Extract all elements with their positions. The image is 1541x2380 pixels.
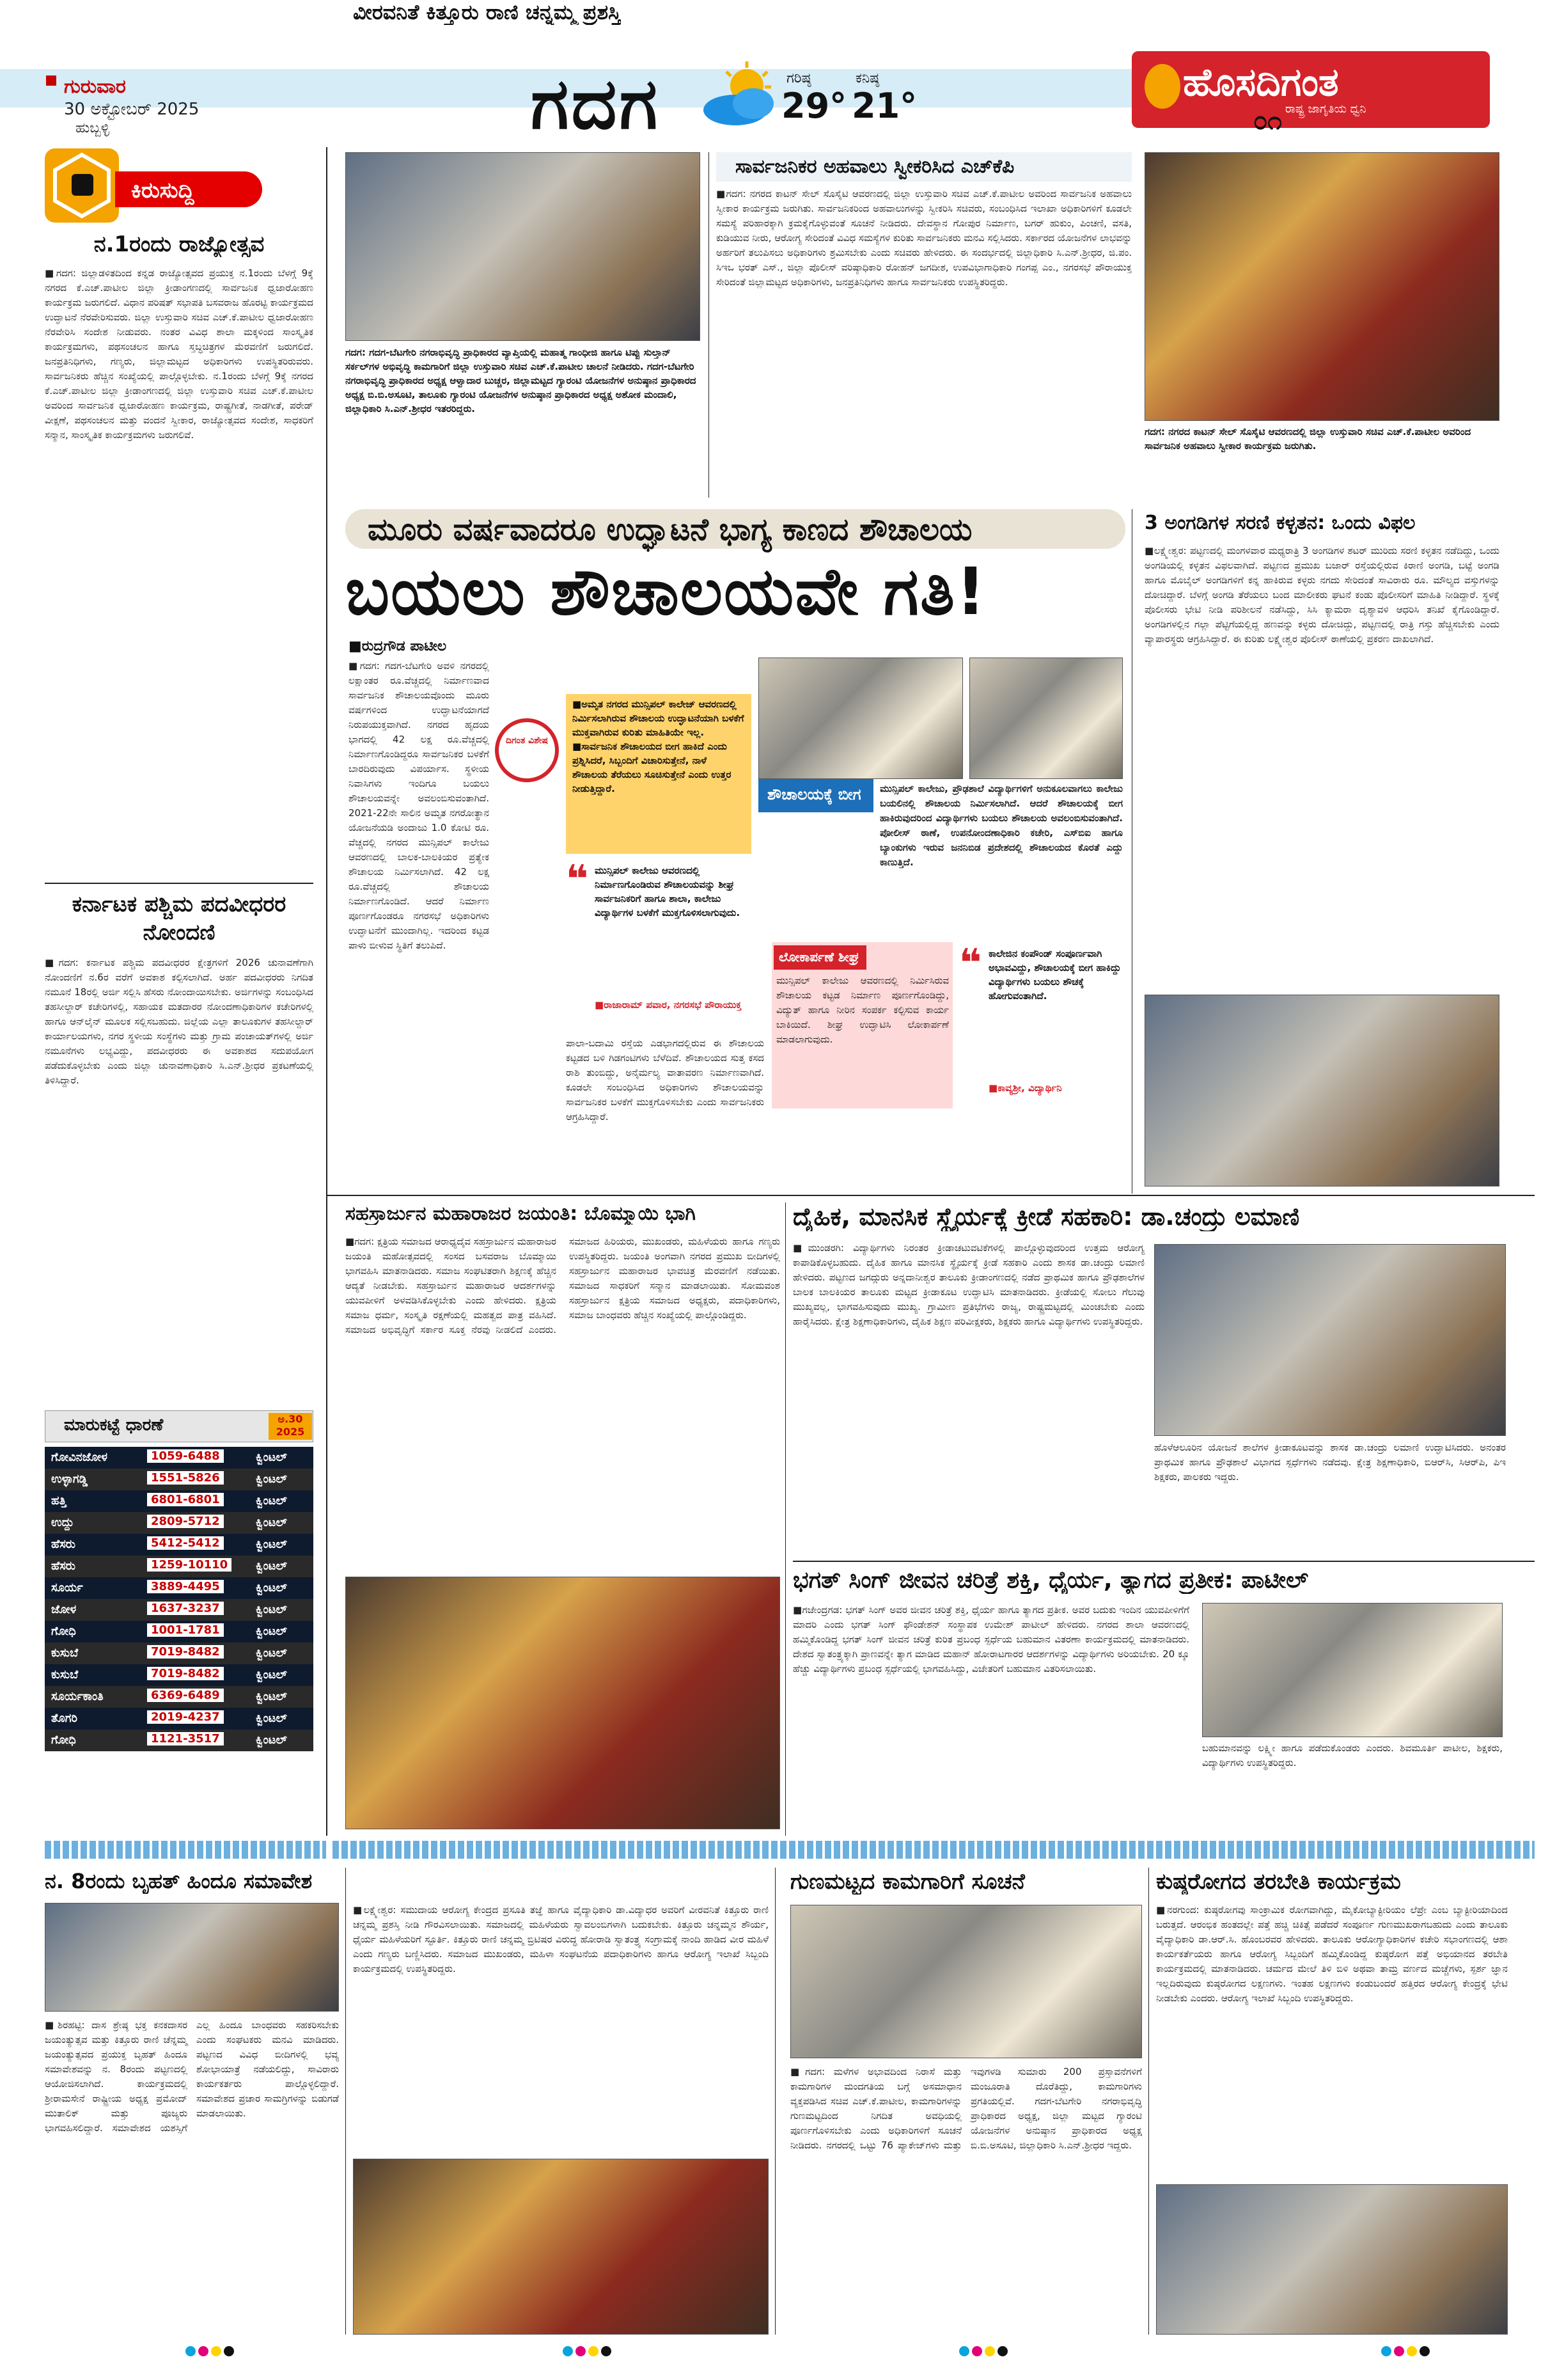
- bommai-body: ■ಗದಗ: ಕ್ಷತ್ರಿಯ ಸಮಾಜದ ಆರಾಧ್ಯದೈವ ಸಹಸ್ರಾರ್ಜುನ ಮಹಾರಾಜರ ಜಯಂತಿ ಮಹೋತ್ಸವದಲ್ಲಿ ಸಂಸದ ಬಸವರಾಜ ಬೊಮ್ಮಾಯಿ ಭಾಗವಹಿಸಿ ಮಾತನಾಡಿದರು. ಸಮಾಜ ಸಂಘಟಿತರಾಗಿ ಶಿಕ್ಷಣಕ್ಕೆ ಹೆಚ್ಚಿನ ಆದ್ಯತೆ ನೀಡಬೇಕು. ಸಹಸ್ರಾರ್ಜುನ ಮಹಾರಾಜರ ಆದರ್ಶಗಳನ್ನು ಯುವಪೀಳಿಗೆ ಅಳವಡಿಸಿಕೊಳ್ಳಬೇಕು ಎಂದು ಹೇಳಿದರು. ಕ್ಷತ್ರಿಯ ಸಮಾಜ ಧರ್ಮ, ಸಂಸ್ಕೃತಿ ರಕ್ಷಣೆಯಲ್ಲಿ ಮಹತ್ವದ ಪಾತ್ರ ವಹಿಸಿದೆ. ಸಮಾಜದ ಅಭಿವೃದ್ಧಿಗೆ ಸರ್ಕಾರ ಸೂಕ್ತ ನೆರವು ನೀಡಲಿದೆ ಎಂದರು. ಸಮಾಜದ ಹಿರಿಯರು, ಮುಖಂಡರು, ಮಹಿಳೆಯರು ಹಾಗೂ ಗಣ್ಯರು ಉಪಸ್ಥಿತರಿದ್ದರು. ಜಯಂತಿ ಅಂಗವಾಗಿ ನಗರದ ಪ್ರಮುಖ ಬೀದಿಗಳಲ್ಲಿ ಸಹಸ್ರಾರ್ಜುನ ಮಹಾರಾಜರ ಭಾವಚಿತ್ರ ಮೆರವಣಿಗೆ ನಡೆಯಿತು. ಸಮಾಜದ ಸಾಧಕರಿಗೆ ಸನ್ಮಾನ ಮಾಡಲಾಯಿತು. ಸೋಮವಂಶ ಸಹಸ್ರಾರ್ಜುನ ಕ್ಷತ್ರಿಯ ಸಮಾಜದ ಅಧ್ಯಕ್ಷರು, ಪದಾಧಿಕಾರಿಗಳು, ಸಮಾಜ ಬಾಂಧವರು ಹೆಚ್ಚಿನ ಸಂಖ್ಯೆಯಲ್ಲಿ ಪಾಲ್ಗೊಂಡಿದ್ದರು.: [345, 1236, 780, 1336]
- market-price: 3889-4495: [147, 1580, 224, 1593]
- kirusuddi-label: ಕಿರುಸುದ್ದಿ: [131, 178, 194, 203]
- column-rule: [326, 147, 327, 1836]
- market-item: ಕುಸುಬೆ: [51, 1646, 79, 1660]
- market-unit: ಕ್ವಿಂಟಲ್: [256, 1472, 287, 1486]
- photo-award-ceremony: [353, 2159, 769, 2335]
- market-price: 1001-1781: [147, 1623, 224, 1637]
- lead-body-col1: ■ಗದಗ: ಗದಗ-ಬೆಟಗೇರಿ ಅವಳಿ ನಗರದಲ್ಲಿ ಲಕ್ಷಾಂತರ ರೂ.ವೆಚ್ಚದಲ್ಲಿ ನಿರ್ಮಾಣವಾದ ಸಾರ್ವಜನಿಕ ಶೌಚಾಲಯವೊಂದು ಮೂರು ವರ್ಷಗಳಿಂದ ಉದ್ಘಾಟನೆಯಾಗದೆ ನಿರುಪಯುಕ್ತವಾಗಿದೆ. ನಗರದ ಹೃದಯ ಭಾಗದಲ್ಲಿ 42 ಲಕ್ಷ ರೂ.ವೆಚ್ಚದಲ್ಲಿ ನಿರ್ಮಾಣಗೊಂಡಿದ್ದರೂ ಸಾರ್ವಜನಿಕರ ಬಳಕೆಗೆ ಬಾರದಿರುವುದು ವಿಪರ್ಯಾಸ. ಸ್ಥಳೀಯ ನಿವಾಸಿಗಳು ಇಂದಿಗೂ ಬಯಲು ಶೌಚಾಲಯವನ್ನೇ ಅವಲಂಬಿಸುವಂತಾಗಿದೆ. 2021-22ನೇ ಸಾಲಿನ ಅಮೃತ ನಗರೋತ್ಥಾನ ಯೋಜನೆಯಡಿ ಅಂದಾಜು 1.0 ಕೋಟಿ ರೂ. ವೆಚ್ಚದಲ್ಲಿ ನಗರದ ಮುನ್ಸಿಪಲ್ ಕಾಲೇಜು ಆವರಣದಲ್ಲಿ ಬಾಲಕ-ಬಾಲಕಿಯರ ಪ್ರತ್ಯೇಕ ಶೌಚಾಲಯ ನಿರ್ಮಿಸಲಾಗಿದೆ. 42 ಲಕ್ಷ ರೂ.ವೆಚ್ಚದಲ್ಲಿ ಶೌಚಾಲಯ ನಿರ್ಮಾಣಗೊಂಡಿದೆ. ಆದರೆ ನಿರ್ಮಾಣ ಪೂರ್ಣಗೊಂಡರೂ ನಗರಸಭೆ ಅಧಿಕಾರಿಗಳು ಉದ್ಘಾಟನೆಗೆ ಮುಂದಾಗಿಲ್ಲ. ಇದರಿಂದ ಕಟ್ಟಡ ಪಾಳು ಬೀಳುವ ಸ್ಥಿತಿಗೆ ತಲುಪಿದೆ.: [348, 660, 489, 951]
- market-unit: ಕ್ವಿಂಟಲ್: [256, 1451, 287, 1464]
- quote-principal: ಮುನ್ಸಿಪಲ್ ಕಾಲೇಜು ಆವರಣದಲ್ಲಿ ನಿರ್ಮಾಣಗೊಂಡಿರುವ ಶೌಚಾಲಯವನ್ನು ಶೀಘ್ರ ಸಾರ್ವಜನಿಕರಿಗೆ ಹಾಗೂ ಶಾಲಾ, ಕಾಲೇಜು ವಿದ್ಯಾರ್ಥಿಗಳ ಬಳಕೆಗೆ ಮುಕ್ತಗೊಳಿಸಲಾಗುವುದು.: [595, 865, 740, 918]
- market-unit: ಕ್ವಿಂಟಲ್: [256, 1516, 287, 1529]
- market-price: 1259-10110: [147, 1558, 231, 1572]
- quote-mark-icon: ❝: [566, 857, 589, 902]
- lead-headline: ಬಯಲು ಶೌಚಾಲಯವೇ ಗತಿ!: [345, 554, 987, 630]
- market-price: 5412-5412: [147, 1536, 224, 1550]
- chennamma-headline: ವೀರವನಿತೆ ಕಿತ್ತೂರು ರಾಣಿ ಚನ್ನಮ್ಮ ಪ್ರಶಸ್ತಿ: [353, 0, 621, 24]
- print-registration-marks: [1381, 2346, 1432, 2359]
- photo-sports-inauguration: [1154, 1244, 1506, 1436]
- market-item: ತೊಗರಿ: [51, 1712, 77, 1725]
- bhagat-caption: ಬಹುಮಾನವನ್ನು ಲಕ್ಷ್ಮೀ ಹಾಗೂ ಪಡೆದುಕೊಂಡರು ಎಂದರು. ಶಿವಮೂರ್ತಿ ಪಾಟೀಲ, ಶಿಕ್ಷಕರು, ವಿದ್ಯಾರ್ಥಿಗಳು ಉಪಸ್ಥಿತರಿದ್ದರು.: [1202, 1742, 1503, 1769]
- quote-mark-icon: ❝: [959, 941, 982, 986]
- section-divider-strip: [45, 1841, 326, 1859]
- bhagat-body: ■ಗಜೇಂದ್ರಗಡ: ಭಗತ್ ಸಿಂಗ್ ಅವರ ಜೀವನ ಚರಿತ್ರೆ ಶಕ್ತಿ, ಧೈರ್ಯ ಹಾಗೂ ತ್ಯಾಗದ ಪ್ರತೀಕ. ಅವರ ಬದುಕು ಇಂದಿನ ಯುವಪೀಳಿಗೆಗೆ ಮಾದರಿ ಎಂದು ಭಗತ್ ಸಿಂಗ್ ಫೌಂಡೇಶನ್ ಸಂಸ್ಥಾಪಕ ಉಮೇಶ್ ಪಾಟೀಲ್ ಹೇಳಿದರು. ನಗರದ ಶಾಲಾ ಆವರಣದಲ್ಲಿ ಹಮ್ಮಿಕೊಂಡಿದ್ದ ಭಗತ್ ಸಿಂಗ್ ಜೀವನ ಚರಿತ್ರೆ ಕುರಿತ ಪ್ರಬಂಧ ಸ್ಪರ್ಧೆಯ ಬಹುಮಾನ ವಿತರಣಾ ಕಾರ್ಯಕ್ರಮದಲ್ಲಿ ಮಾತನಾಡಿದರು. ದೇಶದ ಸ್ವಾತಂತ್ರ್ಯಕ್ಕಾಗಿ ಪ್ರಾಣವನ್ನೇ ತ್ಯಾಗ ಮಾಡಿದ ಮಹಾನ್ ಹೋರಾಟಗಾರರ ಆದರ್ಶಗಳನ್ನು ವಿದ್ಯಾರ್ಥಿಗಳು ಅರಿಯಬೇಕು. 20 ಕ್ಕೂ ಹೆಚ್ಚು ವಿದ್ಯಾರ್ಥಿಗಳು ಪ್ರಬಂಧ ಸ್ಪರ್ಧೆಯಲ್ಲಿ ಭಾಗವಹಿಸಿದ್ದು, ವಿಜೇತರಿಗೆ ಬಹುಮಾನ ವಿತರಿಸಲಾಯಿತು.: [793, 1604, 1189, 1675]
- market-row: [45, 1447, 313, 1469]
- divider: [45, 883, 313, 884]
- photo-caption: ಗದಗ: ನಗರದ ಕಾಟನ್ ಸೇಲ್ ಸೊಸೈಟಿ ಆವರಣದಲ್ಲಿ ಜಿಲ್ಲಾ ಉಸ್ತುವಾರಿ ಸಚಿವ ಎಚ್.ಕೆ.ಪಾಟೀಲ ಅವರಿಂದ ಸಾರ್ವಜನಿಕ ಅಹವಾಲು ಸ್ವೀಕಾರ ಕಾರ್ಯಕ್ರಮ ಜರುಗಿತು.: [1145, 426, 1471, 452]
- photo-review-meeting: [790, 1905, 1142, 2058]
- leprosy-body: ■ನರಗುಂದ: ಕುಷ್ಠರೋಗವು ಸಾಂಕ್ರಾಮಿಕ ರೋಗವಾಗಿದ್ದು, ಮೈಕೋಬ್ಯಾಕ್ಟೀರಿಯಂ ಲೆಪ್ರೇ ಎಂಬ ಬ್ಯಾಕ್ಟೀರಿಯಾದಿಂದ ಬರುತ್ತದೆ. ಆರಂಭಿಕ ಹಂತದಲ್ಲೇ ಪತ್ತೆ ಹಚ್ಚಿ ಚಿಕಿತ್ಸೆ ಪಡೆದರೆ ಸಂಪೂರ್ಣ ಗುಣಮುಖರಾಗಬಹುದು ಎಂದು ತಾಲೂಕು ವೈದ್ಯಾಧಿಕಾರಿ ಡಾ.ಆರ್.ಸಿ. ಹೊಂಬರವರ ಹೇಳಿದರು. ತಾಲೂಕು ಆರೋಗ್ಯಾಧಿಕಾರಿಗಳ ಕಚೇರಿ ಸಭಾಂಗಣದಲ್ಲಿ ಆಶಾ ಕಾರ್ಯಕರ್ತೆಯರು ಹಾಗೂ ಆರೋಗ್ಯ ಸಿಬ್ಬಂದಿಗೆ ಹಮ್ಮಿಕೊಂಡಿದ್ದ ಕುಷ್ಠರೋಗ ಪತ್ತೆ ಅಭಿಯಾನದ ತರಬೇತಿ ಕಾರ್ಯಕ್ರಮದಲ್ಲಿ ಮಾತನಾಡಿದರು. ಚರ್ಮದ ಮೇಲೆ ತಿಳಿ ಬಿಳಿ ಅಥವಾ ತಾಮ್ರ ವರ್ಣದ ಮಚ್ಚೆಗಳು, ಸ್ಪರ್ಶ ಜ್ಞಾನ ಇಲ್ಲದಿರುವುದು ಕುಷ್ಠರೋಗದ ಲಕ್ಷಣಗಳು. ಇಂತಹ ಲಕ್ಷಣಗಳು ಕಂಡುಬಂದರೆ ಹತ್ತಿರದ ಆರೋಗ್ಯ ಕೇಂದ್ರಕ್ಕೆ ಭೇಟಿ ನೀಡಬೇಕು ಎಂದರು. ಆರೋಗ್ಯ ಇಲಾಖೆ ಸಿಬ್ಬಂದಿ ಉಪಸ್ಥಿತರಿದ್ದರು.: [1156, 1904, 1508, 2004]
- column-rule: [1148, 1868, 1149, 2335]
- market-row: [45, 1664, 313, 1686]
- brief2-headline: ಕರ್ನಾಟಕ ಪಶ್ಚಿಮ ಪದವೀಧರರ ನೋಂದಣಿ: [72, 892, 286, 945]
- market-item: ಗೋವಿನಜೋಳ: [51, 1451, 108, 1464]
- market-unit: ಕ್ವಿಂಟಲ್: [256, 1690, 287, 1703]
- market-item: ಗೋಧಿ: [51, 1625, 76, 1638]
- lock-label-text: ಶೌಚಾಲಯಕ್ಕೆ ಬೀಗ: [767, 785, 861, 803]
- seal-text: ದಿಗಂತ ವಿಶೇಷ: [506, 736, 548, 746]
- page-number: ೦೧: [1253, 106, 1282, 136]
- market-title: ಮಾರುಕಟ್ಟೆ ಧಾರಣೆ: [64, 1415, 164, 1435]
- market-item: ಗೋಧಿ: [51, 1733, 76, 1747]
- market-row: [45, 1469, 313, 1490]
- digantha-seal-icon: [495, 718, 559, 782]
- photo-shop-shelves: [1145, 995, 1499, 1186]
- temp-max-label: ಗರಿಷ್ಠ: [786, 70, 811, 86]
- lokarpane-label-text: ಲೋಕಾರ್ಪಣೆ ಶೀಘ್ರ: [779, 949, 859, 965]
- market-price: 7019-8482: [147, 1667, 224, 1680]
- market-unit: ಕ್ವಿಂಟಲ್: [256, 1494, 287, 1508]
- photo-samavesha-poster: [45, 1903, 339, 2012]
- temp-min-label: ಕನಿಷ್ಠ: [856, 70, 880, 86]
- market-row: [45, 1512, 313, 1534]
- chennamma-body: ■ಲಕ್ಷ್ಮೇಶ್ವರ: ಸಮುದಾಯ ಆರೋಗ್ಯ ಕೇಂದ್ರದ ಪ್ರಸೂತಿ ತಜ್ಞೆ ಹಾಗೂ ವೈದ್ಯಾಧಿಕಾರಿ ಡಾ.ವಿದ್ಯಾಧರ ಅವರಿಗೆ ವೀರವನಿತೆ ಕಿತ್ತೂರು ರಾಣಿ ಚನ್ನಮ್ಮ ಪ್ರಶಸ್ತಿ ನೀಡಿ ಗೌರವಿಸಲಾಯಿತು. ಸಮಾಜದಲ್ಲಿ ಮಹಿಳೆಯರು ಸ್ವಾವಲಂಬಿಗಳಾಗಿ ಬದುಕಬೇಕು. ಕಿತ್ತೂರು ಚನ್ನಮ್ಮನ ಶೌರ್ಯ, ಧೈರ್ಯ ಮಹಿಳೆಯರಿಗೆ ಸ್ಫೂರ್ತಿ. ಕಿತ್ತೂರು ರಾಣಿ ಚನ್ನಮ್ಮ ಬ್ರಿಟಿಷರ ವಿರುದ್ಧ ಹೋರಾಡಿ ಸ್ವಾತಂತ್ರ್ಯ ಸಂಗ್ರಾಮಕ್ಕೆ ನಾಂದಿ ಹಾಡಿದ ವೀರ ಮಹಿಳೆ ಎಂದು ಗಣ್ಯರು ಬಣ್ಣಿಸಿದರು. ಸಮಾಜದ ಮುಖಂಡರು, ಮಹಿಳಾ ಸಂಘಟನೆಯ ಪದಾಧಿಕಾರಿಗಳು ಹಾಗೂ ಆರೋಗ್ಯ ಇಲಾಖೆ ಸಿಬ್ಬಂದಿ ಕಾರ್ಯಕ್ರಮದಲ್ಲಿ ಉಪಸ್ಥಿತರಿದ್ದರು.: [353, 1904, 769, 1974]
- edition-date: 30 ಅಕ್ಟೋಬರ್ 2025: [64, 100, 199, 119]
- theft-headline: 3 ಅಂಗಡಿಗಳ ಸರಣಿ ಕಳ್ಳತನ: ಒಂದು ವಿಫಲ: [1145, 512, 1416, 534]
- market-unit: ಕ್ವಿಂಟಲ್: [256, 1733, 287, 1747]
- sports-headline: ದೈಹಿಕ, ಮಾನಸಿಕ ಸ್ಥೈರ್ಯಕ್ಕೆ ಕ್ರೀಡೆ ಸಹಕಾರಿ: ಡಾ.ಚಂದ್ರು ಲಮಾಣಿ: [793, 1202, 1300, 1231]
- quality-body: ■ಗದಗ: ಮಳೆಗಳ ಅಭಾವದಿಂದ ನಿರಾಸೆ ಮತ್ತು ಕಾಮಗಾರಿಗಳ ಮಂದಗತಿಯ ಬಗ್ಗೆ ಅಸಮಾಧಾನ ವ್ಯಕ್ತಪಡಿಸಿದ ಸಚಿವ ಎಚ್.ಕೆ.ಪಾಟೀಲ, ಕಾಮಗಾರಿಗಳನ್ನು ಗುಣಮಟ್ಟದಿಂದ ನಿಗದಿತ ಅವಧಿಯಲ್ಲಿ ಪೂರ್ಣಗೊಳಿಸಬೇಕು ಎಂದು ಅಧಿಕಾರಿಗಳಿಗೆ ಸೂಚನೆ ನೀಡಿದರು. ನಗರದಲ್ಲಿ ಒಟ್ಟು 76 ಪ್ಯಾಕೇಜ್‌ಗಳು ಮತ್ತು ಇವುಗಳಡಿ ಸುಮಾರು 200 ಪ್ರಸ್ತಾವನೆಗಳಿಗೆ ಮಂಜೂರಾತಿ ದೊರೆತಿದ್ದು, ಕಾಮಗಾರಿಗಳು ಪ್ರಗತಿಯಲ್ಲಿವೆ. ಗದಗ-ಬೆಟಗೇರಿ ನಗರಾಭಿವೃದ್ಧಿ ಪ್ರಾಧಿಕಾರದ ಅಧ್ಯಕ್ಷ, ಜಿಲ್ಲಾ ಮಟ್ಟದ ಗ್ಯಾರಂಟಿ ಯೋಜನೆಗಳ ಅನುಷ್ಠಾನ ಪ್ರಾಧಿಕಾರದ ಅಧ್ಯಕ್ಷ ಬಿ.ಬಿ.ಅಸೂಟಿ, ಜಿಲ್ಲಾಧಿಕಾರಿ ಸಿ.ಎನ್.ಶ್ರೀಧರ ಇದ್ದರು.: [790, 2066, 1142, 2151]
- photo-jayanti-stage: [345, 1577, 780, 1829]
- leprosy-headline: ಕುಷ್ಠರೋಗದ ತರಬೇತಿ ಕಾರ್ಯಕ್ರಮ: [1156, 1869, 1401, 1895]
- market-price: 7019-8482: [147, 1645, 224, 1659]
- market-row: [45, 1686, 313, 1708]
- lead-byline: ■ರುದ್ರಗೌಡ ಪಾಟೀಲ: [348, 638, 447, 654]
- weather-cloud-sun-icon: [697, 59, 793, 129]
- lead-body-col2: ಪಾಲಾ-ಬದಾಮಿ ರಸ್ತೆಯ ಎಡಭಾಗದಲ್ಲಿರುವ ಈ ಶೌಚಾಲಯ ಕಟ್ಟಡದ ಬಳಿ ಗಿಡಗಂಟಿಗಳು ಬೆಳೆದಿವೆ. ಶೌಚಾಲಯದ ಸುತ್ತ ಕಸದ ರಾಶಿ ತುಂಬಿದ್ದು, ಅನೈರ್ಮಲ್ಯ ವಾತಾವರಣ ನಿರ್ಮಾಣವಾಗಿದೆ. ಕೂಡಲೇ ಸಂಬಂಧಿಸಿದ ಅಧಿಕಾರಿಗಳು ಶೌಚಾಲಯವನ್ನು ಸಾರ್ವಜನಿಕರ ಬಳಕೆಗೆ ಮುಕ್ತಗೊಳಿಸಬೇಕು ಎಂದು ಸಾರ್ವಜನಿಕರು ಆಗ್ರಹಿಸಿದ್ದಾರೆ.: [566, 1037, 764, 1123]
- sports-caption: ಹೊಳೆಆಲೂರಿನ ಯೋಜನೆ ಶಾಲೆಗಳ ಕ್ರೀಡಾಕೂಟವನ್ನು ಶಾಸಕ ಡಾ.ಚಂದ್ರು ಲಮಾಣಿ ಉದ್ಘಾಟಿಸಿದರು. ಅನಂತರ ಪ್ರಾಥಮಿಕ ಹಾಗೂ ಪ್ರೌಢಶಾಲೆ ವಿಭಾಗದ ಸ್ಪರ್ಧೆಗಳು ನಡೆದವು. ಕ್ಷೇತ್ರ ಶಿಕ್ಷಣಾಧಿಕಾರಿ, ಬಿಆರ್‌ಸಿ, ಸಿಆರ್‌ಪಿ, ಪಿಇ ಶಿಕ್ಷಕರು, ಪಾಲಕರು ಇದ್ದರು.: [1154, 1442, 1506, 1483]
- market-row: [45, 1643, 313, 1664]
- quote-principal-by: ■ರಾಜಾರಾಮ್ ಪವಾರ, ನಗರಸಭೆ ಪೌರಾಯುಕ್ತ: [595, 999, 742, 1011]
- day-marker: [46, 75, 56, 86]
- logo-text: ಹೊಸದಿಗಂತ: [1183, 60, 1339, 105]
- market-price: 1121-3517: [147, 1732, 224, 1746]
- column-rule: [345, 1868, 346, 2335]
- market-row: [45, 1599, 313, 1621]
- market-price: 1551-5826: [147, 1471, 224, 1485]
- city-name: ಗದಗ: [531, 63, 661, 145]
- market-price: 2019-4237: [147, 1710, 224, 1724]
- market-price: 1637-3237: [147, 1602, 224, 1615]
- print-registration-marks: [959, 2346, 1010, 2359]
- section-divider-strip: [332, 1841, 1535, 1859]
- print-registration-marks: [563, 2346, 614, 2359]
- market-item: ಹೆಸರು: [51, 1538, 75, 1551]
- brief2-body: ■ಗದಗ: ಕರ್ನಾಟಕ ಪಶ್ಚಿಮ ಪದವೀಧರರ ಕ್ಷೇತ್ರಗಳಿಗೆ 2026 ಚುನಾವಣೆಗಾಗಿ ನೋಂದಣಿಗೆ ನ.6ರ ವರೆಗೆ ಅವಕಾಶ ಕಲ್ಪಿಸಲಾಗಿದೆ. ಅರ್ಹ ಪದವೀಧರರು ನಿಗದಿತ ನಮೂನೆ 18ರಲ್ಲಿ ಅರ್ಜಿ ಸಲ್ಲಿಸಿ ಹೆಸರು ನೋಂದಾಯಿಸಬೇಕು. ಅರ್ಜಿಗಳನ್ನು ಸಂಬಂಧಿಸಿದ ತಹಸೀಲ್ದಾರ್ ಕಚೇರಿಗಳಲ್ಲಿ, ಸಹಾಯಕ ಮತದಾರರ ನೋಂದಣಾಧಿಕಾರಿಗಳ ಕಚೇರಿಗಳಲ್ಲಿ ಹಾಗೂ ಆನ್‌ಲೈನ್ ಮೂಲಕ ಸಲ್ಲಿಸಬಹುದು. ಜಿಲ್ಲೆಯ ಎಲ್ಲಾ ತಾಲೂಕುಗಳ ತಹಸೀಲ್ದಾರ್ ಕಾರ್ಯಾಲಯಗಳು, ನಗರ ಸ್ಥಳೀಯ ಸಂಸ್ಥೆಗಳು ಮತ್ತು ಗ್ರಾಮ ಪಂಚಾಯತ್‌ಗಳಲ್ಲಿ ಅರ್ಜಿ ನಮೂನೆಗಳು ಲಭ್ಯವಿದ್ದು, ಪದವೀಧರರು ಈ ಅವಕಾಶದ ಸದುಪಯೋಗ ಪಡೆದುಕೊಳ್ಳಬೇಕು ಎಂದು ಜಿಲ್ಲಾ ಚುನಾವಣಾಧಿಕಾರಿ ಸಿ.ಎನ್.ಶ್ರೀಧರ ಪ್ರಕಟಣೆಯಲ್ಲಿ ತಿಳಿಸಿದ್ದಾರೆ.: [45, 957, 313, 1086]
- bhagat-headline: ಭಗತ್ ಸಿಂಗ್ ಜೀವನ ಚರಿತ್ರೆ ಶಕ್ತಿ, ಧೈರ್ಯ, ತ್ಯಾಗದ ಪ್ರತೀಕ: ಪಾಟೀಲ್: [793, 1567, 1309, 1593]
- market-row: [45, 1556, 313, 1577]
- photo-locked-toilet: [758, 658, 963, 779]
- market-unit: ಕ್ವಿಂಟಲ್: [256, 1538, 287, 1551]
- theft-body: ■ಲಕ್ಷ್ಮೇಶ್ವರ: ಪಟ್ಟಣದಲ್ಲಿ ಮಂಗಳವಾರ ಮಧ್ಯರಾತ್ರಿ 3 ಅಂಗಡಿಗಳ ಶಟರ್ ಮುರಿದು ಸರಣಿ ಕಳ್ಳತನ ನಡೆದಿದ್ದು, ಒಂದು ಅಂಗಡಿಯಲ್ಲಿ ಕಳ್ಳತನ ವಿಫಲವಾಗಿದೆ. ಪಟ್ಟಣದ ಪ್ರಮುಖ ಬಜಾರ್ ರಸ್ತೆಯಲ್ಲಿರುವ ಕಿರಾಣಿ ಅಂಗಡಿ, ಬಟ್ಟೆ ಅಂಗಡಿ ಹಾಗೂ ಮೊಬೈಲ್ ಅಂಗಡಿಗಳಿಗೆ ಕನ್ನ ಹಾಕಿರುವ ಕಳ್ಳರು ನಗದು ಸೇರಿದಂತೆ ಸಾವಿರಾರು ರೂ. ಮೌಲ್ಯದ ವಸ್ತುಗಳನ್ನು ದೋಚಿದ್ದಾರೆ. ಬೆಳಗ್ಗೆ ಅಂಗಡಿ ತೆರೆಯಲು ಬಂದ ಮಾಲೀಕರು ಘಟನೆ ಕಂಡು ಪೊಲೀಸರಿಗೆ ಮಾಹಿತಿ ನೀಡಿದ್ದಾರೆ. ಸ್ಥಳಕ್ಕೆ ಪೊಲೀಸರು ಭೇಟಿ ನೀಡಿ ಪರಿಶೀಲನೆ ನಡೆಸಿದ್ದು, ಸಿಸಿ ಕ್ಯಾಮರಾ ದೃಶ್ಯಾವಳಿ ಆಧರಿಸಿ ತನಿಖೆ ಕೈಗೊಂಡಿದ್ದಾರೆ. ಅಂಗಡಿಗಳಲ್ಲಿನ ಗಲ್ಲಾ ಪೆಟ್ಟಿಗೆಯಲ್ಲಿದ್ದ ಹಣವನ್ನು ಕಳ್ಳರು ದೋಚಿದ್ದು, ಪಟ್ಟಣದಲ್ಲಿ ರಾತ್ರಿ ಗಸ್ತು ಹೆಚ್ಚಿಸಬೇಕು ಎಂದು ವ್ಯಾಪಾರಸ್ಥರು ಆಗ್ರಹಿಸಿದ್ದಾರೆ. ಈ ಕುರಿತು ಲಕ್ಷ್ಮೇಶ್ವರ ಪೊಲೀಸ್ ಠಾಣೆಯಲ್ಲಿ ಪ್ರಕರಣ ದಾಖಲಾಗಿದೆ.: [1145, 545, 1499, 645]
- market-row: [45, 1490, 313, 1512]
- temp-min: 21°: [852, 86, 918, 126]
- market-row: [45, 1621, 313, 1643]
- edition-day: ಗುರುವಾರ: [64, 75, 126, 98]
- edition-place: ಹುಬ್ಬಳ್ಳಿ: [75, 120, 110, 136]
- photo-prize-distribution: [1202, 1603, 1503, 1737]
- market-unit: ಕ್ವಿಂಟಲ್: [256, 1581, 287, 1595]
- photo-training-session: [1156, 2184, 1508, 2335]
- quote-student-by: ■ಕಾವ್ಯಶ್ರೀ, ವಿದ್ಯಾರ್ಥಿನಿ: [989, 1082, 1062, 1094]
- lock-text: ಮುನ್ಸಿಪಲ್ ಕಾಲೇಜು, ಪ್ರೌಢಶಾಲೆ ವಿದ್ಯಾರ್ಥಿಗಳಿಗೆ ಅನುಕೂಲವಾಗಲು ಕಾಲೇಜು ಬಯಲಿನಲ್ಲಿ ಶೌಚಾಲಯ ನಿರ್ಮಿಸಲಾಗಿದೆ. ಆದರೆ ಶೌಚಾಲಯಕ್ಕೆ ಬೀಗ ಹಾಕಿರುವುದರಿಂದ ವಿದ್ಯಾರ್ಥಿಗಳು ಬಯಲು ಶೌಚಾಲಯ ಅವಲಂಬಿಸುವಂತಾಗಿದೆ. ಪೋಲೀಸ್ ಠಾಣೆ, ಉಪನೋಂದಣಾಧಿಕಾರಿ ಕಚೇರಿ, ಎಸ್‌ಬಿಐ ಹಾಗೂ ಬ್ಯಾಂಕುಗಳು ಇರುವ ಜನನಿಬಿಡ ಪ್ರದೇಶದಲ್ಲಿ ಶೌಚಾಲಯದ ಕೊರತೆ ಎದ್ದು ಕಾಣುತ್ತಿದೆ.: [880, 783, 1123, 868]
- quality-headline: ಗುಣಮಟ್ಟದ ಕಾಮಗಾರಿಗೆ ಸೂಚನೆ: [790, 1869, 1025, 1895]
- market-row: [45, 1730, 313, 1751]
- market-item: ಉದ್ದು: [51, 1516, 74, 1529]
- photo-grievance-meeting: [1145, 152, 1499, 421]
- divider: [326, 1195, 1535, 1196]
- market-unit: ಕ್ವಿಂಟಲ್: [256, 1603, 287, 1616]
- market-price: 1059-6488: [147, 1449, 224, 1463]
- temp-max: 29°: [781, 86, 847, 126]
- lokarpane-text: ಮುನ್ಸಿಪಲ್ ಕಾಲೇಜು ಆವರಣದಲ್ಲಿ ನಿರ್ಮಿಸಿರುವ ಶೌಚಾಲಯ ಕಟ್ಟಡ ನಿರ್ಮಾಣ ಪೂರ್ಣಗೊಂಡಿದ್ದು, ವಿದ್ಯುತ್ ಹಾಗೂ ನೀರಿನ ಸಂಪರ್ಕ ಕಲ್ಪಿಸುವ ಕಾರ್ಯ ಬಾಕಿಯಿದೆ. ಶೀಘ್ರ ಉದ್ಘಾಟಿಸಿ ಲೋಕಾರ್ಪಣೆ ಮಾಡಲಾಗುವುದು.: [776, 975, 949, 1045]
- logo-tagline: ರಾಷ್ಟ್ರ ಜಾಗೃತಿಯ ಧ್ವನಿ: [1285, 102, 1366, 116]
- logo-emblem-icon: [1145, 64, 1180, 109]
- market-unit: ಕ್ವಿಂಟಲ್: [256, 1712, 287, 1725]
- market-item: ಉಳ್ಳಾಗಡ್ಡಿ: [51, 1472, 88, 1486]
- quote-student: ಕಾಲೇಜಿನ ಕಂಪೌಂಡ್ ಸಂಪೂರ್ಣವಾಗಿ ಅಭಾವವಿದ್ದು, ಶೌಚಾಲಯಕ್ಕೆ ಬೀಗ ಹಾಕಿದ್ದು ವಿದ್ಯಾರ್ಥಿಗಳು ಬಯಲು ಶೌಚಕ್ಕೆ ಹೋಗುವಂತಾಗಿದೆ.: [989, 948, 1121, 1002]
- brief1-headline: ನ.1ರಂದು ರಾಜ್ಯೋತ್ಸವ: [93, 232, 265, 257]
- column-rule: [708, 152, 709, 498]
- divider: [793, 1561, 1535, 1562]
- market-unit: ಕ್ವಿಂಟಲ್: [256, 1646, 287, 1660]
- photo-foundation-stone: [345, 152, 700, 341]
- market-item: ಕುಸುಬೆ: [51, 1668, 79, 1682]
- lead-highlights: ■ಅಮೃತ ನಗರದ ಮುನ್ಸಿಪಲ್ ಕಾಲೇಜ್ ಆವರಣದಲ್ಲಿ ನಿರ್ಮಿಸಲಾಗಿರುವ ಶೌಚಾಲಯ ಉದ್ಘಾಟನೆಯಾಗಿ ಬಳಕೆಗೆ ಮುಕ್ತವಾಗಿರುವ ಕುರಿತು ಮಾಹಿತಿಯೇ ಇಲ್ಲ. ■ಸಾರ್ವಜನಿಕ ಶೌಚಾಲಯದ ಬೀಗ ಹಾಕಿದೆ ಎಂದು ಪ್ರಶ್ನಿಸಿದರೆ, ಸಿಬ್ಬಂದಿಗೆ ವಿಚಾರಿಸುತ್ತೇನೆ, ನಾಳೆ ಶೌಚಾಲಯ ತೆರೆಯಲು ಸೂಚಿಸುತ್ತೇನೆ ಎಂದು ಉತ್ತರ ನೀಡುತ್ತಿದ್ದಾರೆ.: [572, 698, 744, 794]
- market-date-badge: ಅ.30 2025: [269, 1413, 312, 1440]
- market-unit: ಕ್ವಿಂಟಲ್: [256, 1668, 287, 1682]
- market-item: ಸೂರ್ಯ: [51, 1581, 83, 1595]
- market-unit: ಕ್ವಿಂಟಲ್: [256, 1625, 287, 1638]
- kirusuddi-hand-icon: [45, 148, 119, 223]
- hindu-headline: ನ. 8ರಂದು ಬೃಹತ್ ಹಿಂದೂ ಸಮಾವೇಶ: [45, 1869, 313, 1893]
- market-row: [45, 1534, 313, 1556]
- market-item: ಜೋಳ: [51, 1603, 77, 1616]
- lokarpane-label: [774, 945, 866, 970]
- market-row: [45, 1577, 313, 1599]
- market-item: ಹೆಸರು: [51, 1559, 75, 1573]
- lead-kicker: ಮೂರು ವರ್ಷವಾದರೂ ಉದ್ಘಾಟನೆ ಭಾಗ್ಯ ಕಾಣದ ಶೌಚಾಲಯ: [368, 512, 973, 548]
- photo-toilet-exterior: [969, 658, 1123, 779]
- market-item: ಸೂರ್ಯಕಾಂತಿ: [51, 1690, 104, 1703]
- hindu-body: ■ಶಿರಹಟ್ಟಿ: ದಾಸ ಶ್ರೇಷ್ಠ ಭಕ್ತ ಕನಕದಾಸರ ಜಯಂತ್ಯುತ್ಸವ ಮತ್ತು ಕಿತ್ತೂರು ರಾಣಿ ಚೆನ್ನಮ್ಮ ಜಯಂತ್ಯುತ್ಸವದ ಪ್ರಯುಕ್ತ ಬೃಹತ್ ಹಿಂದೂ ಸಮಾವೇಶವನ್ನು ನ. 8ರಂದು ಪಟ್ಟಣದಲ್ಲಿ ಆಯೋಜಿಸಲಾಗಿದೆ. ಕಾರ್ಯಕ್ರಮದಲ್ಲಿ ಶ್ರೀರಾಮಸೇನೆ ರಾಷ್ಟ್ರೀಯ ಅಧ್ಯಕ್ಷ ಪ್ರಮೋದ್ ಮುತಾಲಿಕ್ ಮತ್ತು ಪೂಜ್ಯರು ಭಾಗವಹಿಸಲಿದ್ದಾರೆ. ಸಮಾವೇಶದ ಯಶಸ್ಸಿಗೆ ಎಲ್ಲ ಹಿಂದೂ ಬಾಂಧವರು ಸಹಕರಿಸಬೇಕು ಎಂದು ಸಂಘಟಕರು ಮನವಿ ಮಾಡಿದರು. ಪಟ್ಟಣದ ವಿವಿಧ ಬೀದಿಗಳಲ್ಲಿ ಭವ್ಯ ಶೋಭಾಯಾತ್ರೆ ನಡೆಯಲಿದ್ದು, ಸಾವಿರಾರು ಕಾರ್ಯಕರ್ತರು ಪಾಲ್ಗೊಳ್ಳಲಿದ್ದಾರೆ. ಸಮಾವೇಶದ ಪ್ರಚಾರ ಸಾಮಗ್ರಿಗಳನ್ನು ಬಿಡುಗಡೆ ಮಾಡಲಾಯಿತು.: [45, 2019, 339, 2134]
- story-headline: ಸಾರ್ವಜನಿಕರ ಅಹವಾಲು ಸ್ವೀಕರಿಸಿದ ಎಚ್‌ಕೆಪಿ: [716, 152, 1132, 182]
- sports-body: ■ಮುಂಡರಗಿ: ವಿದ್ಯಾರ್ಥಿಗಳು ನಿರಂತರ ಕ್ರೀಡಾಚಟುವಟಿಕೆಗಳಲ್ಲಿ ಪಾಲ್ಗೊಳ್ಳುವುದರಿಂದ ಉತ್ತಮ ಆರೋಗ್ಯ ಕಾಪಾಡಿಕೊಳ್ಳಬಹುದು. ದೈಹಿಕ ಹಾಗೂ ಮಾನಸಿಕ ಸ್ಥೈರ್ಯಕ್ಕೆ ಕ್ರೀಡೆ ಸಹಕಾರಿ ಎಂದು ಶಾಸಕ ಡಾ.ಚಂದ್ರು ಲಮಾಣಿ ಹೇಳಿದರು. ಪಟ್ಟಣದ ಜಗದ್ಗುರು ಅನ್ನದಾನೀಶ್ವರ ತಾಲೂಕು ಕ್ರೀಡಾಂಗಣದಲ್ಲಿ ನಡೆದ ಪ್ರಾಥಮಿಕ ಹಾಗೂ ಪ್ರೌಢಶಾಲೆಗಳ ಬಾಲಕ ಬಾಲಕಿಯರ ತಾಲೂಕು ಮಟ್ಟದ ಕ್ರೀಡಾಕೂಟ ಉದ್ಘಾಟಿಸಿ ಮಾತನಾಡಿದರು. ಕ್ರೀಡೆಯಲ್ಲಿ ಸೋಲು ಗೆಲುವು ಮುಖ್ಯವಲ್ಲ, ಭಾಗವಹಿಸುವುದು ಮುಖ್ಯ. ಗ್ರಾಮೀಣ ಪ್ರತಿಭೆಗಳು ರಾಜ್ಯ, ರಾಷ್ಟ್ರಮಟ್ಟದಲ್ಲಿ ಮಿಂಚಬೇಕು ಎಂದು ಹಾರೈಸಿದರು. ಕ್ಷೇತ್ರ ಶಿಕ್ಷಣಾಧಿಕಾರಿಗಳು, ದೈಹಿಕ ಶಿಕ್ಷಣ ಪರಿವೀಕ್ಷಕರು, ಶಿಕ್ಷಕರು ಹಾಗೂ ವಿದ್ಯಾರ್ಥಿಗಳು ಉಪಸ್ಥಿತರಿದ್ದರು.: [793, 1242, 1145, 1327]
- print-registration-marks: [185, 2346, 237, 2359]
- market-price: 6369-6489: [147, 1689, 224, 1702]
- market-row: [45, 1708, 313, 1730]
- column-rule: [775, 1868, 776, 2335]
- column-rule: [785, 1202, 786, 1836]
- market-item: ಹತ್ತಿ: [51, 1494, 66, 1508]
- market-price: 6801-6801: [147, 1493, 224, 1506]
- photo-caption: ಗದಗ: ಗದಗ-ಬೆಟಗೇರಿ ನಗರಾಭಿವೃದ್ಧಿ ಪ್ರಾಧಿಕಾರದ ವ್ಯಾಪ್ತಿಯಲ್ಲಿ ಮಹಾತ್ಮ ಗಾಂಧೀಜಿ ಹಾಗೂ ಟಿಪ್ಪು ಸುಲ್ತಾನ್ ಸರ್ಕಲ್‌ಗಳ ಅಭಿವೃದ್ಧಿ ಕಾಮಗಾರಿಗೆ ಜಿಲ್ಲಾ ಉಸ್ತುವಾರಿ ಸಚಿವ ಎಚ್.ಕೆ.ಪಾಟೀಲ ಚಾಲನೆ ನೀಡಿದರು. ಗದಗ-ಬೆಟಗೇರಿ ನಗರಾಭಿವೃದ್ಧಿ ಪ್ರಾಧಿಕಾರದ ಅಧ್ಯಕ್ಷ ಆಳ್ವಾದಾರ ಬುಚ್ಚರ, ಜಿಲ್ಲಾಮಟ್ಟದ ಗ್ಯಾರಂಟಿ ಯೋಜನೆಗಳ ಅನುಷ್ಠಾನ ಪ್ರಾಧಿಕಾರದ ಅಧ್ಯಕ್ಷ ಬಿ.ಬಿ.ಅಸೂಟಿ, ತಾಲೂಕು ಗ್ಯಾರಂಟಿ ಯೋಜನೆಗಳ ಅನುಷ್ಠಾನ ಪ್ರಾಧಿಕಾರದ ಅಧ್ಯಕ್ಷ ಅಶೋಕ ಮಂದಾಲಿ, ಜಿಲ್ಲಾಧಿಕಾರಿ ಸಿ.ಎನ್.ಶ್ರೀಧರ ಇತರರಿದ್ದರು.: [345, 347, 696, 414]
- brief1-body: ■ಗದಗ: ಜಿಲ್ಲಾಡಳಿತದಿಂದ ಕನ್ನಡ ರಾಜ್ಯೋತ್ಸವದ ಪ್ರಯುಕ್ತ ನ.1ರಂದು ಬೆಳಗ್ಗೆ 9ಕ್ಕೆ ನಗರದ ಕೆ.ಎಚ್.ಪಾಟೀಲ ಜಿಲ್ಲಾ ಕ್ರೀಡಾಂಗಣದಲ್ಲಿ ಸಾರ್ವಜನಿಕ ಧ್ವಜಾರೋಹಣ ಕಾರ್ಯಕ್ರಮ ಜರುಗಲಿದೆ. ವಿಧಾನ ಪರಿಷತ್ ಸಭಾಪತಿ ಬಸವರಾಜ ಹೊರಟ್ಟಿ ಕಾರ್ಯಕ್ರಮದ ಉದ್ಘಾಟನೆ ನೆರವೇರಿಸುವರು. ಜಿಲ್ಲಾ ಉಸ್ತುವಾರಿ ಸಚಿವ ಎಚ್.ಕೆ.ಪಾಟೀಲ ಧ್ವಜಾರೋಹಣ ನೆರವೇರಿಸಿ ಸಂದೇಶ ನೀಡುವರು. ನಂತರ ವಿವಿಧ ಶಾಲಾ ಮಕ್ಕಳಿಂದ ಸಾಂಸ್ಕೃತಿಕ ಕಾರ್ಯಕ್ರಮಗಳು, ಪಥಸಂಚಲನ ಹಾಗೂ ಸ್ತಬ್ಧಚಿತ್ರಗಳ ಮೆರವಣಿಗೆ ಜರುಗಲಿದೆ. ಜನಪ್ರತಿನಿಧಿಗಳು, ಗಣ್ಯರು, ಜಿಲ್ಲಾಮಟ್ಟದ ಅಧಿಕಾರಿಗಳು ಉಪಸ್ಥಿತರಿರುವರು. ಸಾರ್ವಜನಿಕರು ಹೆಚ್ಚಿನ ಸಂಖ್ಯೆಯಲ್ಲಿ ಪಾಲ್ಗೊಳ್ಳಬೇಕು. ನ.1ರಂದು ಬೆಳಗ್ಗೆ 9ಕ್ಕೆ ನಗರದ ಕೆ.ಎಚ್.ಪಾಟೀಲ ಜಿಲ್ಲಾ ಕ್ರೀಡಾಂಗಣದಲ್ಲಿ ಜಿಲ್ಲಾ ಉಸ್ತುವಾರಿ ಸಚಿವ ಎಚ್.ಕೆ.ಪಾಟೀಲ ಅವರಿಂದ ಸಾರ್ವಜನಿಕ ಧ್ವಜಾರೋಹಣ ಕಾರ್ಯಕ್ರಮ, ರಾಷ್ಟ್ರಗೀತೆ, ನಾಡಗೀತೆ, ಪರೇಡ್ ವೀಕ್ಷಣೆ, ಪಥಸಂಚಲನ ಮತ್ತು ವಂದನೆ ಸ್ವೀಕಾರ, ರಾಜ್ಯೋತ್ಸವದ ಸಂದೇಶ, ಸಾಧಕರಿಗೆ ಸನ್ಮಾನ, ಸಾಂಸ್ಕೃತಿಕ ಕಾರ್ಯಕ್ರಮಗಳು ಜರುಗಲಿವೆ.: [45, 267, 313, 441]
- market-unit: ಕ್ವಿಂಟಲ್: [256, 1559, 287, 1573]
- story-body: ■ಗದಗ: ನಗರದ ಕಾಟನ್ ಸೇಲ್ ಸೊಸೈಟಿ ಆವರಣದಲ್ಲಿ ಜಿಲ್ಲಾ ಉಸ್ತುವಾರಿ ಸಚಿವ ಎಚ್.ಕೆ.ಪಾಟೀಲ ಅವರಿಂದ ಸಾರ್ವಜನಿಕ ಅಹವಾಲು ಸ್ವೀಕಾರ ಕಾರ್ಯಕ್ರಮ ಜರುಗಿತು. ಸಾರ್ವಜನಿಕರಿಂದ ಅಹವಾಲುಗಳನ್ನು ಸ್ವೀಕರಿಸಿ ಸಚಿವರು, ಸಂಬಂಧಿಸಿದ ಇಲಾಖಾ ಅಧಿಕಾರಿಗಳಿಗೆ ಕೂಡಲೇ ಸಮಸ್ಯೆ ಪರಿಹಾರಕ್ಕಾಗಿ ಕ್ರಮಕೈಗೊಳ್ಳುವಂತೆ ಸೂಚನೆ ನೀಡಿದರು. ದೇವಸ್ಥಾನ ಗೋಪುರ ನಿರ್ಮಾಣ, ಬಗರ್ ಹುಕುಂ, ಪಿಂಚಣಿ, ವಸತಿ, ಕುಡಿಯುವ ನೀರು, ಆರೋಗ್ಯ ಸೇರಿದಂತೆ ವಿವಿಧ ಸಮಸ್ಯೆಗಳ ಕುರಿತು ಸಾರ್ವಜನಿಕರು ಮನವಿ ಸಲ್ಲಿಸಿದರು. ಸರ್ಕಾರದ ಯೋಜನೆಗಳ ಲಾಭವನ್ನು ಅರ್ಹರಿಗೆ ತಲುಪಿಸಲು ಅಧಿಕಾರಿಗಳು ಶ್ರಮಿಸಬೇಕು ಎಂದು ಸಚಿವರು ಹೇಳಿದರು. ಈ ಸಂದರ್ಭದಲ್ಲಿ ಜಿಲ್ಲಾಧಿಕಾರಿ ಸಿ.ಎನ್.ಶ್ರೀಧರ, ಜಿ.ಪಂ. ಸಿಇಒ ಭರತ್ ಎಸ್., ಜಿಲ್ಲಾ ಪೊಲೀಸ್ ವರಿಷ್ಠಾಧಿಕಾರಿ ರೋಹನ್ ಜಗದೀಶ, ಉಪವಿಭಾಗಾಧಿಕಾರಿ ಗಂಗಪ್ಪ ಎಂ., ನಗರಸಭೆ ಪೌರಾಯುಕ್ತ ಸೇರಿದಂತೆ ಜಿಲ್ಲಾಮಟ್ಟದ ಅಧಿಕಾರಿಗಳು, ಜನಪ್ರತಿನಿಧಿಗಳು ಹಾಗೂ ಸಾರ್ವಜನಿಕರು ಉಪಸ್ಥಿತರಿದ್ದರು.: [716, 188, 1132, 288]
- bommai-headline: ಸಹಸ್ರಾರ್ಜುನ ಮಹಾರಾಜರ ಜಯಂತಿ: ಬೊಮ್ಮಾಯಿ ಭಾಗಿ: [345, 1202, 696, 1225]
- lock-label: [758, 779, 873, 812]
- market-price: 2809-5712: [147, 1515, 224, 1528]
